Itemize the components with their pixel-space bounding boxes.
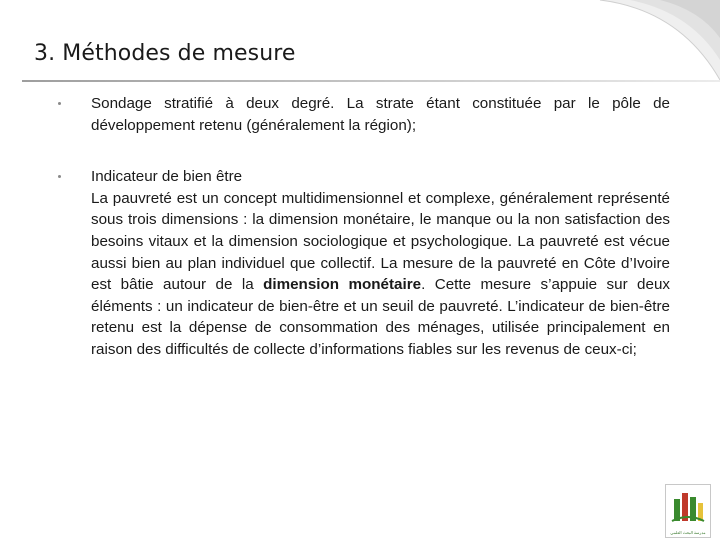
title-underline (22, 80, 720, 82)
bullet-dot (58, 175, 61, 178)
bullet-heading: Indicateur de bien être (91, 168, 243, 186)
bullet-item-sondage (58, 93, 670, 136)
logo-emblem-icon (666, 485, 710, 529)
logo-caption: مدرسة البحث العلمي (670, 530, 706, 535)
bullet-body-rest: . Cette mesure s’appuie sur deux éléments : un indicateur de bien-être et un seuil de pauvreté. L’indicateur de bien-être retenu est la dépense de consommation des ménages, utilisée principalement en raison des difficultés de collecte d’informations fiables sur les revenus de ceux-ci; (91, 276, 670, 358)
bullet-text (91, 166, 670, 360)
bullet-dot (58, 102, 61, 105)
slide-title: 3. Méthodes de mesure (34, 41, 296, 66)
bullet-body-intro: La pauvreté est un concept multidimensionnel et complexe, généralement représenté sous trois dimensions : la dimension monétaire, le manque ou la non satisfaction des besoins vitaux et la dimension sociologique et psychologique. La pauvreté est vécue aussi bien au plan individuel que collectif. La mesure de la pauvreté en Côte d’Ivoire est bâtie autour de la (91, 189, 670, 294)
page-curl-decoration (540, 0, 720, 100)
institution-logo (665, 484, 711, 538)
bullet-list (58, 93, 670, 361)
bullet-item-indicateur (58, 166, 670, 360)
bullet-body-bold: dimension monétaire (263, 276, 422, 294)
bullet-text: Sondage stratifié à deux degré. La strate étant constituée par le pôle de développement retenu (généralement la région); (91, 95, 670, 134)
